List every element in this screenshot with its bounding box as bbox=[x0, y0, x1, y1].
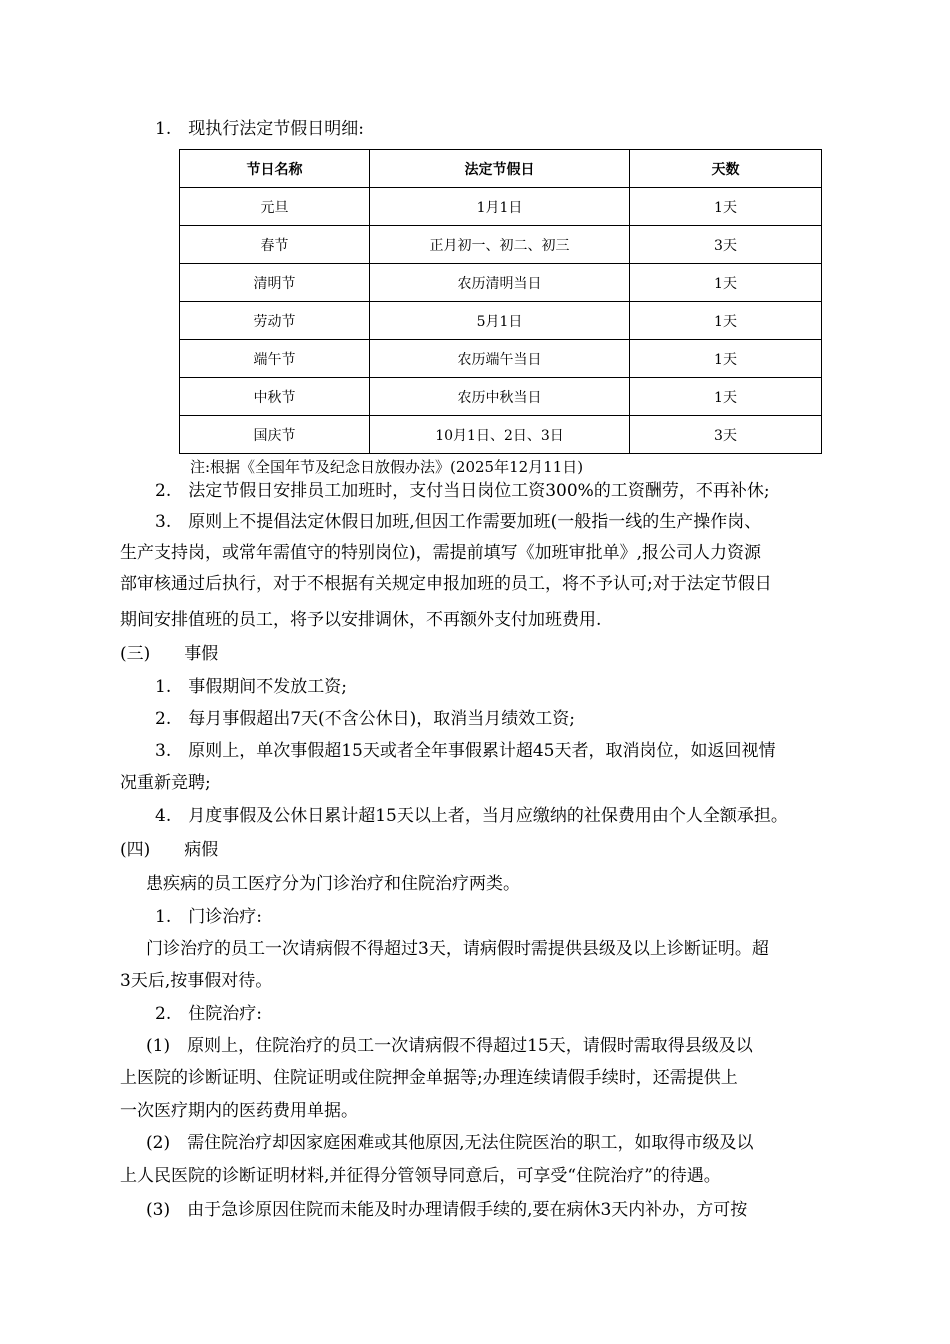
paragraph-line: 生产支持岗，或常年需值守的特别岗位)，需提前填写《加班审批单》,报公司人力资源 bbox=[120, 543, 762, 563]
table-header-cell: 法定节假日 bbox=[370, 150, 630, 188]
table-row bbox=[180, 264, 822, 302]
table-cell: 农历端午当日 bbox=[370, 340, 630, 378]
table-cell: 1天 bbox=[630, 302, 822, 340]
paragraph-line: 门诊治疗的员工一次请病假不得超过3天，请病假时需提供县级及以上诊断证明。超 bbox=[146, 939, 769, 959]
paragraph-line: 一次医疗期内的医药费用单据。 bbox=[120, 1101, 358, 1121]
paragraph-line: 上人民医院的诊断证明材料,并征得分管领导同意后，可享受“住院治疗”的待遇。 bbox=[120, 1166, 721, 1186]
paragraph-line: 1. 事假期间不发放工资; bbox=[155, 677, 347, 697]
paragraph-line: 4. 月度事假及公休日累计超15天以上者，当月应缴纳的社保费用由个人全额承担。 bbox=[155, 806, 788, 826]
table-cell: 3天 bbox=[630, 416, 822, 454]
table-cell: 农历中秋当日 bbox=[370, 378, 630, 416]
table-row bbox=[180, 340, 822, 378]
paragraph-line: (3) 由于急诊原因住院而未能及时办理请假手续的,要在病休3天内补办，方可按 bbox=[146, 1200, 748, 1220]
table-cell: 春节 bbox=[180, 226, 370, 264]
table-row bbox=[180, 378, 822, 416]
table-row bbox=[180, 226, 822, 264]
table-cell: 正月初一、初二、初三 bbox=[370, 226, 630, 264]
table-cell: 1天 bbox=[630, 340, 822, 378]
paragraph-line: 部审核通过后执行，对于不根据有关规定申报加班的员工，将不予认可;对于法定节假日 bbox=[120, 574, 772, 594]
table-cell: 1天 bbox=[630, 188, 822, 226]
table-row bbox=[180, 188, 822, 226]
table-header-cell: 天数 bbox=[630, 150, 822, 188]
table-cell: 3天 bbox=[630, 226, 822, 264]
paragraph-line: 患疾病的员工医疗分为门诊治疗和住院治疗两类。 bbox=[146, 874, 520, 894]
paragraph-line: 1. 门诊治疗: bbox=[155, 907, 262, 927]
table-row bbox=[180, 302, 822, 340]
table-cell: 农历清明当日 bbox=[370, 264, 630, 302]
table-cell: 劳动节 bbox=[180, 302, 370, 340]
holiday-list-intro: 1. 现执行法定节假日明细: bbox=[155, 119, 364, 139]
table-note: 注:根据《全国年节及纪念日放假办法》(2025年12月11日) bbox=[190, 458, 584, 476]
paragraph-line: 2. 每月事假超出7天(不含公休日)，取消当月绩效工资; bbox=[155, 709, 576, 729]
paragraph-line: 3. 原则上不提倡法定休假日加班,但因工作需要加班(一般指一线的生产操作岗、 bbox=[155, 512, 762, 532]
paragraph-line: 2. 住院治疗: bbox=[155, 1004, 262, 1024]
table-cell: 5月1日 bbox=[370, 302, 630, 340]
table-cell: 清明节 bbox=[180, 264, 370, 302]
paragraph-line: 3. 原则上，单次事假超15天或者全年事假累计超45天者，取消岗位，如返回视情 bbox=[155, 741, 776, 761]
paragraph-line: 上医院的诊断证明、住院证明或住院押金单据等;办理连续请假手续时，还需提供上 bbox=[120, 1068, 738, 1088]
paragraph-line: (1) 原则上，住院治疗的员工一次请病假不得超过15天，请假时需取得县级及以 bbox=[146, 1036, 753, 1056]
table-row bbox=[180, 416, 822, 454]
holiday-table bbox=[179, 149, 822, 454]
table-cell: 1天 bbox=[630, 264, 822, 302]
paragraph-line: 2. 法定节假日安排员工加班时，支付当日岗位工资300%的工资酬劳，不再补休; bbox=[155, 481, 770, 501]
table-cell: 端午节 bbox=[180, 340, 370, 378]
paragraph-line: (2) 需住院治疗却因家庭困难或其他原因,无法住院医治的职工，如取得市级及以 bbox=[146, 1133, 754, 1153]
table-cell: 国庆节 bbox=[180, 416, 370, 454]
table-cell: 元旦 bbox=[180, 188, 370, 226]
table-cell: 1月1日 bbox=[370, 188, 630, 226]
section-heading: (四) 病假 bbox=[120, 840, 219, 860]
table-cell: 1天 bbox=[630, 378, 822, 416]
table-header-row bbox=[180, 150, 822, 188]
paragraph-line: 况重新竞聘; bbox=[120, 773, 211, 793]
paragraph-line: 期间安排值班的员工，将予以安排调休，不再额外支付加班费用. bbox=[120, 610, 602, 630]
section-heading: (三) 事假 bbox=[120, 644, 219, 664]
table-cell: 10月1日、2日、3日 bbox=[370, 416, 630, 454]
table-header-cell: 节日名称 bbox=[180, 150, 370, 188]
paragraph-line: 3天后,按事假对待。 bbox=[120, 971, 273, 991]
table-cell: 中秋节 bbox=[180, 378, 370, 416]
